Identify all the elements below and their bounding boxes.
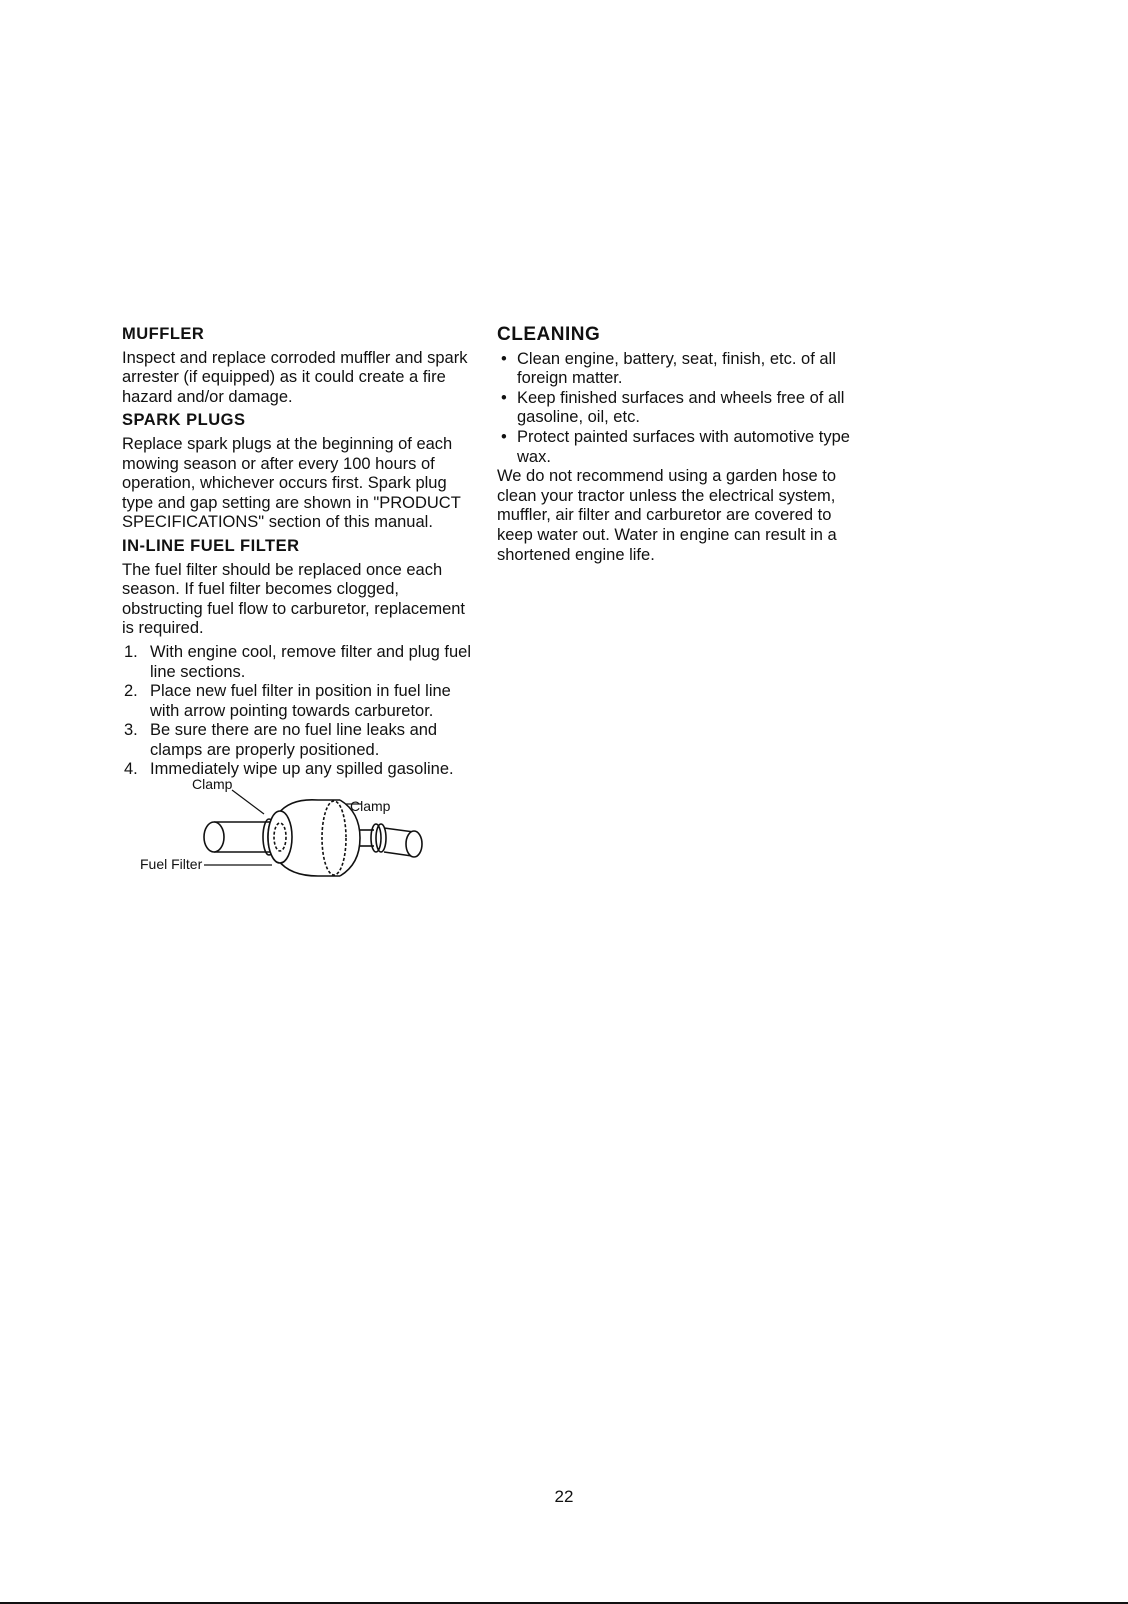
fuel-filter-steps — [122, 643, 474, 780]
step-number: 4. — [124, 760, 138, 779]
page-number: 22 — [554, 1487, 574, 1506]
step-number: 1. — [124, 642, 138, 661]
step-text: Be sure there are no fuel line leaks and clamps are properly positioned. — [150, 721, 438, 759]
cleaning-bullets — [497, 350, 857, 468]
step-item — [122, 682, 474, 721]
clamp-left-label: Clamp — [192, 776, 233, 793]
step-text: Place new fuel filter in position in fuel line with arrow pointing towards carburetor. — [150, 682, 451, 720]
muffler-heading: MUFFLER — [122, 325, 205, 343]
fuel-filter-illustration — [122, 780, 462, 900]
list-item: • Clean engine, battery, seat, finish, etc. of all foreign matter. — [497, 350, 857, 389]
step-item — [122, 721, 474, 760]
muffler-section — [122, 325, 474, 407]
step-text: With engine cool, remove filter and plug fuel line sections. — [150, 642, 472, 681]
fuel-filter-body: The fuel filter should be replaced once each season. If fuel filter becomes clogged, obstructing fuel flow to carburetor, replacement is required. — [122, 560, 466, 638]
spark-plugs-heading: SPARK PLUGS — [122, 411, 246, 430]
cleaning-body: We do not recommend using a garden hose to clean your tractor unless the electrical system, muffler, air filter and carburetor are covered to keep water out. Water in engine can result in a shortened engine life. — [497, 467, 837, 564]
fuel-filter-heading: IN-LINE FUEL FILTER — [122, 536, 300, 555]
fuel-filter-label: Fuel Filter — [140, 856, 203, 873]
fuel-filter-diagram — [122, 776, 462, 900]
cleaning-heading: CLEANING — [497, 324, 601, 345]
step-item — [122, 643, 474, 682]
list-item: • Protect painted surfaces with automotive type wax. — [497, 428, 857, 467]
spark-plugs-section — [122, 411, 474, 533]
muffler-body: Inspect and replace corroded muffler and spark arrester (if equipped) as it could create a fire hazard and/or damage. — [122, 348, 468, 406]
step-item — [122, 760, 474, 780]
step-text: Immediately wipe up any spilled gasoline. — [150, 760, 454, 779]
list-item: • Keep finished surfaces and wheels free of all gasoline, oil, etc. — [497, 389, 857, 428]
spark-plugs-body: Replace spark plugs at the beginning of each mowing season or after every 100 hours of operation, whichever occurs first. Spark plug type and gap setting are shown in "PRODUCT SPECIFICATIONS" section of this manual. — [122, 434, 461, 532]
right-column — [497, 325, 857, 569]
clamp-right-label: Clamp — [350, 798, 391, 815]
fuel-filter-section — [122, 537, 474, 900]
left-column — [122, 325, 474, 900]
step-number: 2. — [124, 682, 138, 701]
cleaning-section — [497, 325, 857, 565]
step-number: 3. — [124, 721, 138, 740]
